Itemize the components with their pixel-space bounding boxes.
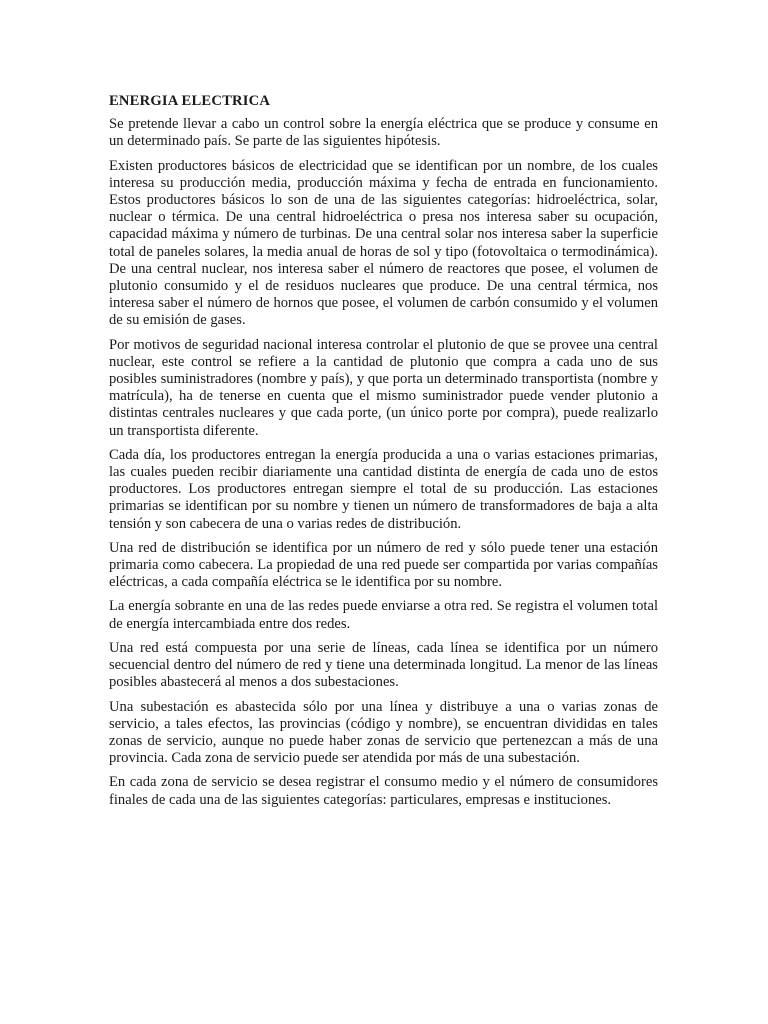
paragraph-plutonium: Por motivos de seguridad nacional interesa controlar el plutonio de que se provee una central nuclear, este control se refiere a la cantidad de plutonio que compra a cada uno de sus posibles suministradores (nombre y país), y que porta un determinado transportista (nombre y matrícula), ha de tenerse en cuenta que el mismo suministrador puede vender plutonio a distintas centrales nucleares y que cada porte, (un único porte por compra), puede realizarlo un transportista diferente. [109,336,658,439]
paragraph-lines: Una red está compuesta por una serie de líneas, cada línea se identifica por un número secuencial dentro del número de red y tiene una determinada longitud. La menor de las líneas posibles abastecerá al menos a dos subestaciones. [109,639,658,691]
paragraph-substations: Una subestación es abastecida sólo por una línea y distribuye a una o varias zonas de servicio, a tales efectos, las provincias (código y nombre), se encuentran divididas en tales zonas de servicio, aunque no puede haber zonas de servicio que pertenezcan a más de una provincia. Cada zona de servicio puede ser atendida por más de una subestación. [109,698,658,767]
paragraph-producers: Existen productores básicos de electricidad que se identifican por un nombre, de los cuales interesa su producción media, producción máxima y fecha de entrada en funcionamiento. Estos productores básicos lo son de una de las siguientes categorías: hidroeléctrica, solar, nuclear o térmica. De una central hidroeléctrica o presa nos interesa saber su ocupación, capacidad máxima y número de turbinas. De una central solar nos interesa saber la superficie total de paneles solares, la media anual de horas de sol y tipo (fotovoltaica o termodinámica). De una central nuclear, nos interesa saber el número de reactores que posee, el volumen de plutonio consumido y el de residuos nucleares que produce. De una central térmica, nos interesa saber el número de hornos que posee, el volumen de carbón consumido y el volumen de su emisión de gases. [109,157,658,329]
paragraph-intro: Se pretende llevar a cabo un control sobre la energía eléctrica que se produce y consume en un determinado país. Se parte de las siguientes hipótesis. [109,116,658,150]
paragraph-energy-exchange: La energía sobrante en una de las redes puede enviarse a otra red. Se registra el volumen total de energía intercambiada entre dos redes. [109,598,658,632]
paragraph-service-zones: En cada zona de servicio se desea registrar el consumo medio y el número de consumidores finales de cada una de las siguientes categorías: particulares, empresas e instituciones. [109,774,658,808]
paragraph-distribution-network: Una red de distribución se identifica por un número de red y sólo puede tener una estación primaria como cabecera. La propiedad de una red puede ser compartida por varias compañías eléctricas, a cada compañía eléctrica se le identifica por su nombre. [109,539,658,591]
document-title: ENERGIA ELECTRICA [109,93,271,109]
paragraph-primary-stations: Cada día, los productores entregan la energía producida a una o varias estaciones primarias, las cuales pueden recibir diariamente una cantidad distinta de energía de cada uno de estos productores. Los productores entregan siempre el total de su producción. Las estaciones primarias se identifican por su nombre y tienen un número de transformadores de baja a alta tensión y son cabecera de una o varias redes de distribución. [109,446,658,532]
document-page [109,93,658,816]
